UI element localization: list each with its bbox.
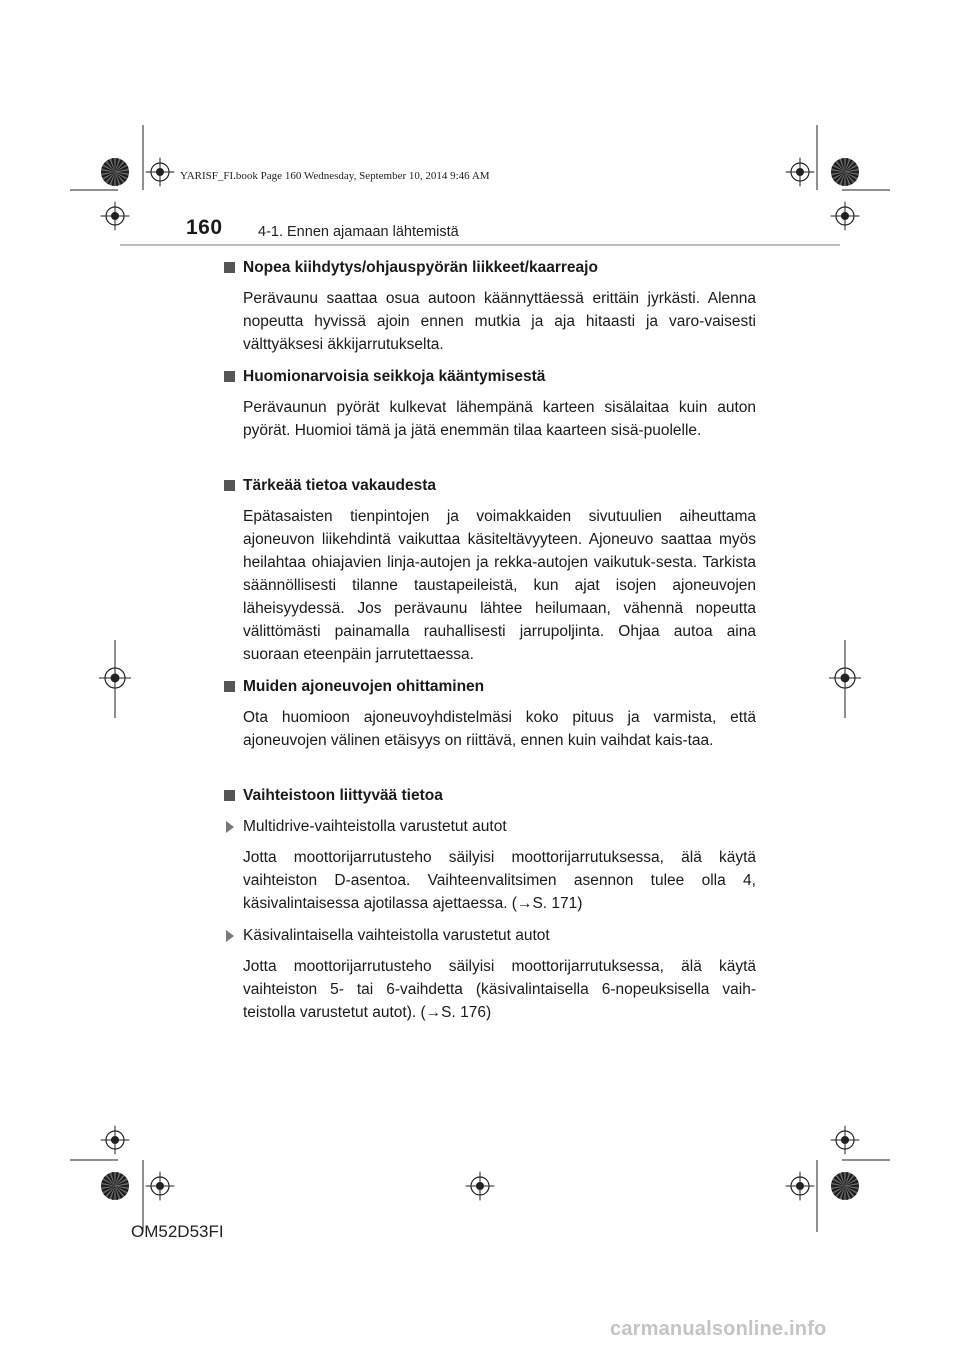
square-bullet-icon (224, 371, 235, 382)
square-bullet-icon (224, 681, 235, 692)
section-heading (222, 474, 756, 497)
section-heading-text: Tärkeää tietoa vakaudesta (243, 477, 436, 494)
crosshair-mark-icon (101, 1126, 130, 1155)
crosshair-mark-icon (831, 1126, 860, 1155)
starburst-mark-icon (101, 158, 129, 186)
crosshair-mark-icon (101, 202, 130, 231)
page-content (222, 256, 756, 1024)
list-item-paragraph: Jotta moottorijarrutusteho säilyisi moottorijarrutuksessa, älä käytä vaihteiston D-asentoa. Vaihteenvalitsimen asennon tulee olla 4, käsivalintaisessa ajotilassa ajettaessa. (→S. 171) (243, 849, 756, 912)
crosshair-mark-icon (786, 1172, 815, 1201)
triangle-bullet-icon (226, 821, 234, 833)
section-title: 4-1. Ennen ajamaan lähtemistä (258, 224, 459, 240)
square-bullet-icon (224, 262, 235, 273)
list-item-title (222, 924, 756, 947)
section-paragraph: Ota huomioon ajoneuvoyhdistelmäsi koko pituus ja varmista, että ajoneuvojen välinen etäisyys on riittävä, ennen kuin vaihdat kais-taa. (243, 709, 756, 749)
page-number: 160 (186, 216, 223, 239)
section-heading-text: Nopea kiihdytys/ohjauspyörän liikkeet/kaarreajo (243, 259, 598, 276)
list-item-title-text: Käsivalintaisella vaihteistolla varustetut autot (243, 927, 550, 944)
section-paragraph: Epätasaisten tienpintojen ja voimakkaiden sivutuulien aiheuttama ajoneuvon liikehdintä vaikuttaa käsiteltävyyteen. Ajoneuvo saattaa myös heilahtaa ohiajavien linja-autojen ja rekka-autojen vaikutuk-sesta. Tarkista säännöllisesti tilanne taustapeileistä, kun ajat isojen ajoneuvojen läheisyydessä. Jos perävaunu lähtee heilumaan, vähennä nopeutta välittömästi painamalla rauhallisesti jarrupoljinta. Ohjaa autoa aina suoraan eteenpäin jarrutettaessa. (243, 508, 756, 663)
header-rule (120, 244, 840, 246)
crosshair-mark-icon (466, 1172, 495, 1201)
starburst-mark-icon (831, 1172, 859, 1200)
square-bullet-icon (224, 790, 235, 801)
list-item-title (222, 815, 756, 838)
section-paragraph: Perävaunun pyörät kulkevat lähempänä karteen sisälaitaa kuin auton pyörät. Huomioi tämä ja jätä enemmän tilaa kaarteen sisä-puolelle. (243, 399, 756, 439)
square-bullet-icon (224, 480, 235, 491)
document-code: OM52D53FI (131, 1222, 224, 1241)
watermark: carmanualsonline.info (610, 1318, 827, 1340)
starburst-mark-icon (101, 1172, 129, 1200)
crosshair-mark-icon (831, 202, 860, 231)
crosshair-mark-icon (146, 158, 175, 187)
section-heading-text: Muiden ajoneuvojen ohittaminen (243, 678, 485, 695)
section-heading (222, 675, 756, 698)
section-paragraph: Perävaunu saattaa osua autoon käännyttäessä erittäin jyrkästi. Alenna nopeutta hyvissä ajoin ennen mutkia ja aja hitaasti ja varo-vaisesti välttyäksesi äkkijarrutukselta. (243, 290, 756, 353)
section-heading (222, 784, 756, 807)
print-info: YARISF_FI.book Page 160 Wednesday, September 10, 2014 9:46 AM (180, 170, 490, 182)
list-item-paragraph: Jotta moottorijarrutusteho säilyisi moottorijarrutuksessa, älä käytä vaihteiston 5- tai 6-vaihdetta (käsivalintaisella 6-nopeuksisella vaih-teistolla varustetut autot). (→S. 176) (243, 958, 756, 1021)
crosshair-mark-icon (786, 158, 815, 187)
section-heading (222, 365, 756, 388)
crosshair-mark-icon (146, 1172, 175, 1201)
section-heading (222, 256, 756, 279)
list-item-title-text: Multidrive-vaihteistolla varustetut autot (243, 818, 507, 835)
section-heading-text: Vaihteistoon liittyvää tietoa (243, 787, 443, 804)
section-heading-text: Huomionarvoisia seikkoja kääntymisestä (243, 368, 546, 385)
triangle-bullet-icon (226, 930, 234, 942)
starburst-mark-icon (831, 158, 859, 186)
